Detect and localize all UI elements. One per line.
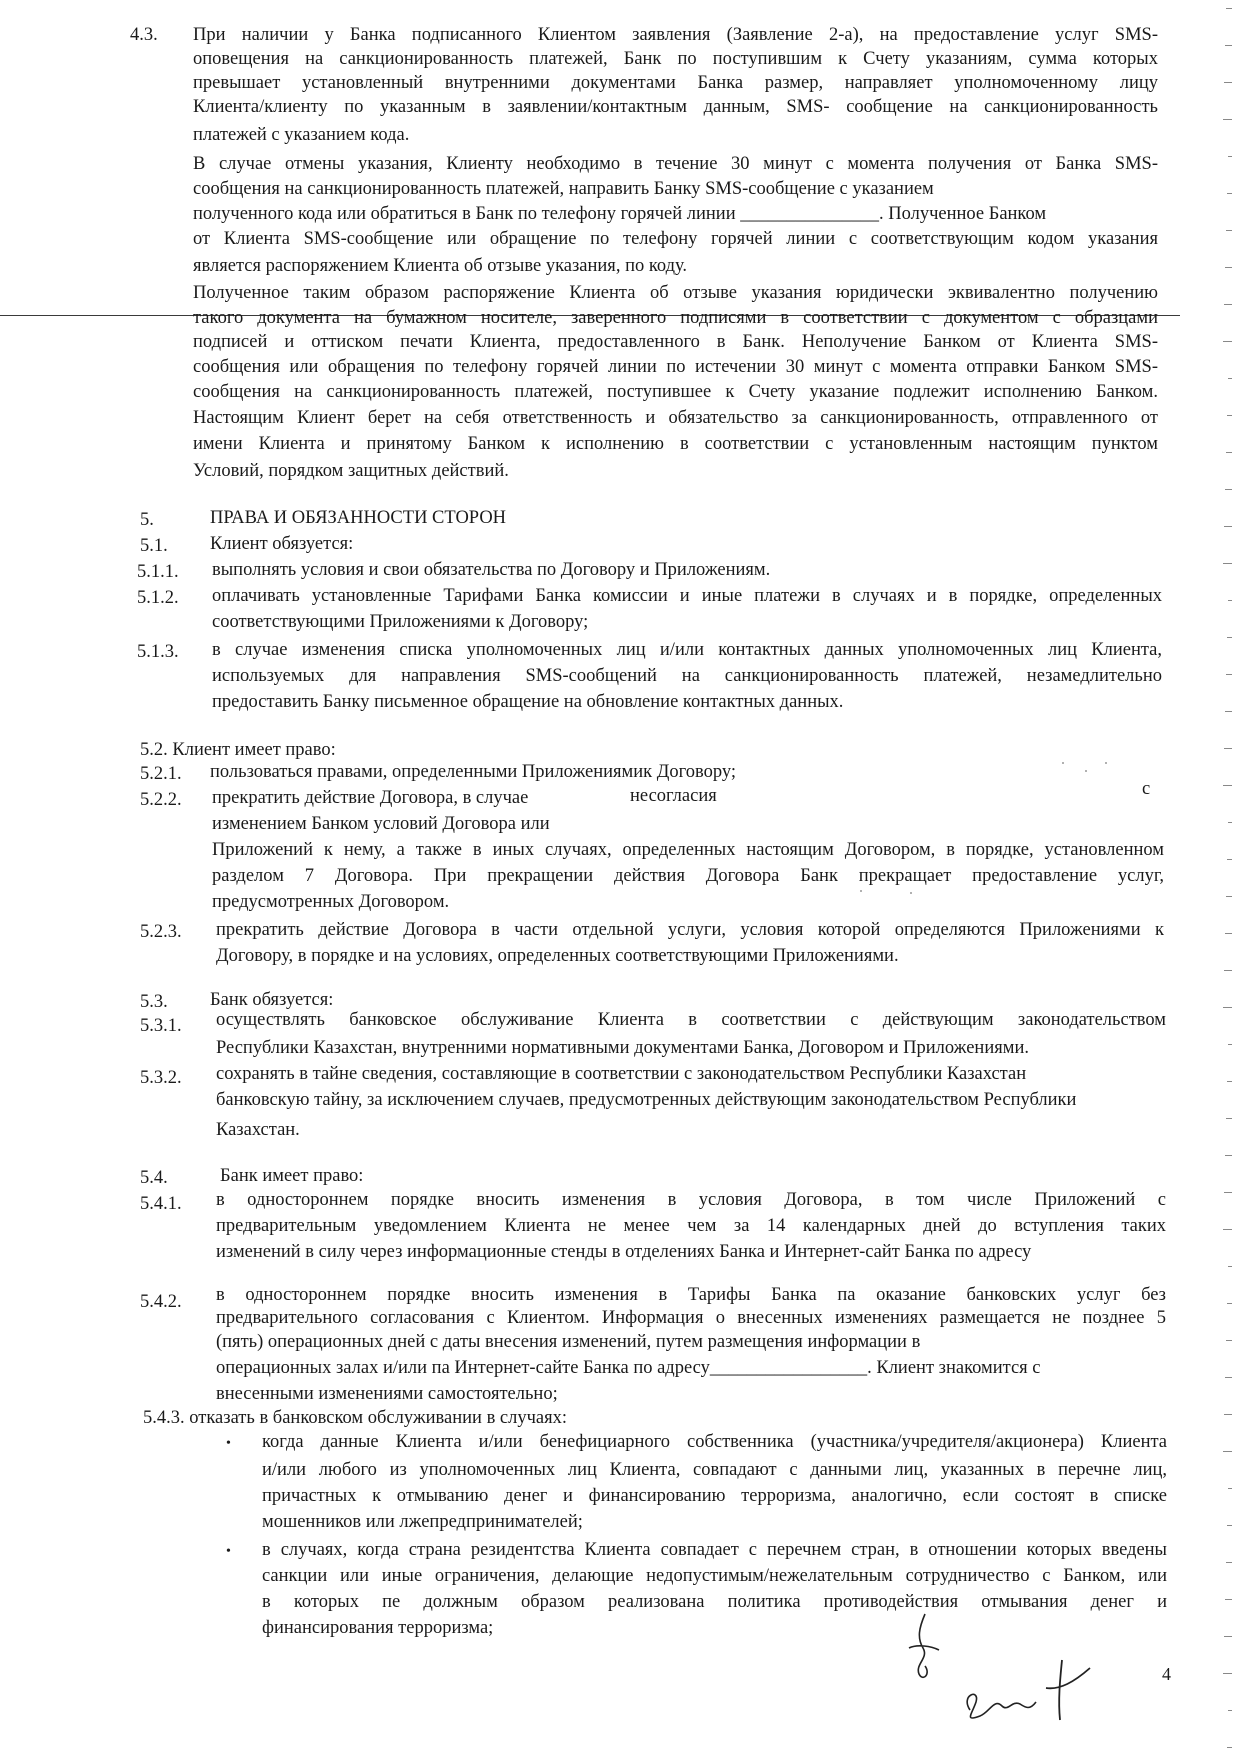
- scan-edge-tick: [1228, 822, 1232, 823]
- clause-number: 5.1.1.: [137, 562, 179, 582]
- clause-heading: Банк имеет право:: [220, 1166, 364, 1186]
- clause-line: превышает установленный внутренними документами Банка размер, направляет уполномоченному лицу: [193, 73, 1158, 93]
- clause-heading: Банк обязуется:: [210, 990, 334, 1010]
- clause-heading: 5.2. Клиент имеет право:: [140, 740, 336, 760]
- clause-line: соответствующими Приложениями к Договору;: [212, 612, 589, 632]
- clause-number: 5.4.2.: [140, 1292, 182, 1312]
- scan-edge-tick: [1223, 1673, 1232, 1674]
- scan-edge-tick: [1227, 1525, 1232, 1526]
- scan-edge-tick: [1224, 1414, 1232, 1415]
- scan-edge-tick: [1226, 452, 1232, 453]
- clause-line: Настоящим Клиент берет на себя ответственность и обязательство за санкционированность, отправленного от: [193, 408, 1158, 428]
- clause-number: 5.4.: [140, 1168, 168, 1188]
- clause-line: При наличии у Банка подписанного Клиентом заявления (Заявление 2-а), на предоставление услуг SMS-: [193, 25, 1158, 45]
- scan-edge-tick: [1225, 1599, 1232, 1600]
- scan-edge-tick: [1223, 1451, 1232, 1452]
- clause-heading: 5.4.3. отказать в банковском обслуживании в случаях:: [143, 1408, 568, 1428]
- scan-edge-tick: [1228, 156, 1232, 157]
- signature-initial-1: [895, 1608, 955, 1688]
- clause-line: операционных залах и/или па Интернет-сайте Банка по адресу_________________. Клиент знакомится с: [216, 1358, 1041, 1378]
- clause-line: разделом 7 Договора. При прекращении действия Договора Банк прекращает предоставление услуг,: [212, 866, 1164, 886]
- clause-line: Договору, в порядке и на условиях, определенных соответствующими Приложениями.: [216, 946, 899, 966]
- clause-line: изменением Банком условий Договора или: [212, 814, 550, 834]
- scan-edge-tick: [1226, 8, 1232, 9]
- clause-line: санкции или иные ограничения, делающие недопустимым/нежелательным сотрудничество с Банком, или: [262, 1566, 1167, 1586]
- clause-line: Казахстан.: [216, 1120, 300, 1140]
- clause-line: предварительного согласования с Клиентом. Информация о внесенных изменениях размещается не позднее 5: [216, 1308, 1166, 1328]
- scan-edge-tick: [1224, 748, 1232, 749]
- scan-edge-tick: [1226, 896, 1232, 897]
- scan-edge-tick: [1226, 230, 1232, 231]
- clause-line: прекратить действие Договора, в случае: [212, 788, 529, 808]
- clause-line: платежей с указанием кода.: [193, 125, 410, 145]
- clause-line: является распоряжением Клиента об отзыве указания, по коду.: [193, 256, 688, 276]
- clause-line: в случаях, когда страна резидентства Клиента совпадает с перечнем стран, в отношении которых введены: [262, 1540, 1167, 1560]
- clause-line: полученного кода или обратиться в Банк по телефону горячей линии _______________. Полученное Банком: [193, 204, 1047, 224]
- scan-edge-tick: [1224, 526, 1232, 527]
- scan-edge-tick: [1228, 378, 1232, 379]
- scan-edge-tick: [1223, 1007, 1232, 1008]
- clause-line: имени Клиента и принятому Банком к исполнению в соответствии с установленным настоящим пунктом: [193, 434, 1158, 454]
- clause-line: внесенными изменениями самостоятельно;: [216, 1384, 558, 1404]
- clause-line: с: [1142, 779, 1151, 799]
- clause-number: 5.4.1.: [140, 1194, 182, 1214]
- clause-line: предварительным уведомлением Клиента не менее чем за 14 календарных дней до вступления таких: [216, 1216, 1166, 1236]
- clause-line: от Клиента SMS-сообщение или обращение по телефону горячей линии с соответствующим кодом указания: [193, 229, 1158, 249]
- scan-edge-tick: [1224, 1636, 1232, 1637]
- scan-edge-tick: [1228, 1044, 1232, 1045]
- scan-edge-tick: [1227, 193, 1232, 194]
- clause-number: 5.2.3.: [140, 922, 182, 942]
- scan-edge-tick: [1227, 1303, 1232, 1304]
- clause-line: несогласия: [630, 786, 717, 806]
- clause-line: в одностороннем порядке вносить изменения в Тарифы Банка па оказание банковских услуг без: [216, 1285, 1166, 1305]
- clause-line: мошенников или лжепредпринимателей;: [262, 1512, 583, 1532]
- scan-edge-tick: [1228, 1266, 1232, 1267]
- clause-line: Условий, порядком защитных действий.: [193, 461, 509, 481]
- scan-edge-tick: [1226, 1562, 1232, 1563]
- clause-line: используемых для направления SMS-сообщений на санкционированность платежей, незамедлительно: [212, 666, 1162, 686]
- clause-line: такого документа на бумажном носителе, заверенного подписями в соответствии с документом с образцами: [193, 308, 1158, 328]
- clause-line: в случае изменения списка уполномоченных лиц и/или контактных данных уполномоченных лиц Клиента,: [212, 640, 1162, 660]
- scan-edge-tick: [1227, 1747, 1232, 1748]
- clause-line: сохранять в тайне сведения, составляющие в соответствии с законодательством Республики Казахстан: [216, 1064, 1027, 1084]
- clause-line: сообщения на санкционированность платежей, поступившее к Счету указание подлежит исполнению Банком.: [193, 382, 1158, 402]
- bullet: •: [226, 1436, 231, 1451]
- scan-edge-tick: [1223, 341, 1232, 342]
- scan-edge-tick: [1226, 674, 1232, 675]
- clause-number: 5.3.2.: [140, 1068, 182, 1088]
- clause-line: и/или любого из уполномоченных лиц Клиента, совпадают с данными лиц, указанных в перечне лиц,: [262, 1460, 1167, 1480]
- clause-number: 5.1.2.: [137, 588, 179, 608]
- scan-edge-tick: [1223, 119, 1232, 120]
- scan-edge-tick: [1225, 45, 1232, 46]
- scan-edge-tick: [1227, 1081, 1232, 1082]
- scan-edge-tick: [1228, 1710, 1232, 1711]
- scan-edge-tick: [1223, 1229, 1232, 1230]
- clause-line: финансирования терроризма;: [262, 1618, 494, 1638]
- clause-line: оповещения на санкционированность платежей, Банк по поступившим к Счету указаниям, сумма которых: [193, 49, 1158, 69]
- clause-number: 5.1.3.: [137, 642, 179, 662]
- clause-line: банковскую тайну, за исключением случаев, предусмотренных действующим законодательством Республики: [216, 1090, 1077, 1110]
- clause-line: сообщения или обращения по телефону горячей линии по истечении 30 минут с момента отправки Банком SMS-: [193, 357, 1158, 377]
- page-number: 4: [1162, 1664, 1171, 1684]
- signature-initial-2: [950, 1640, 1100, 1730]
- section-title: ПРАВА И ОБЯЗАННОСТИ СТОРОН: [210, 508, 507, 528]
- scan-edge-tick: [1225, 1377, 1232, 1378]
- clause-line: предоставить Банку письменное обращение на обновление контактных данных.: [212, 692, 844, 712]
- scan-edge-tick: [1228, 1488, 1232, 1489]
- clause-line: прекратить действие Договора в части отдельной услуги, условия которой определяются Приложениями к: [216, 920, 1164, 940]
- clause-number: 5.2.1.: [140, 764, 182, 784]
- clause-line: подписей и оттиском печати Клиента, предоставленного в Банк. Неполучение Банком от Клиента SMS-: [193, 332, 1158, 352]
- scan-edge-tick: [1226, 1340, 1232, 1341]
- clause-line: Клиента/клиенту по указанным в заявлении/контактным данным, SMS- сообщение на санкционированность: [193, 97, 1158, 117]
- scan-edge-tick: [1224, 970, 1232, 971]
- scan-edge-tick: [1227, 637, 1232, 638]
- scan-edge-tick: [1225, 267, 1232, 268]
- scan-edge-marks: [1218, 0, 1232, 1754]
- section-number: 5.: [140, 510, 154, 530]
- scan-edge-tick: [1224, 1192, 1232, 1193]
- scan-edge-tick: [1225, 711, 1232, 712]
- clause-line: Приложений к нему, а также в иных случаях, определенных настоящим Договором, в порядке, установленном: [212, 840, 1164, 860]
- scan-edge-tick: [1228, 600, 1232, 601]
- clause-line: Полученное таким образом распоряжение Клиента об отзыве указания юридически эквивалентно получению: [193, 283, 1158, 303]
- scan-edge-tick: [1224, 82, 1232, 83]
- clause-number: 5.2.2.: [140, 790, 182, 810]
- bullet: •: [226, 1544, 231, 1559]
- clause-number: 5.1.: [140, 536, 168, 556]
- clause-line: в которых пе должным образом реализована политика противодействия отмывания денег и: [262, 1592, 1167, 1612]
- scan-edge-tick: [1226, 1118, 1232, 1119]
- scan-edge-tick: [1223, 563, 1232, 564]
- clause-heading: Клиент обязуется:: [210, 534, 354, 554]
- clause-line: сообщения на санкционированность платежей, направить Банку SMS-сообщение с указанием: [193, 179, 934, 199]
- clause-line: причастных к отмыванию денег и финансированию терроризма, аналогично, если состоят в списке: [262, 1486, 1167, 1506]
- clause-number: 5.3.1.: [140, 1016, 182, 1036]
- scan-edge-tick: [1225, 1155, 1232, 1156]
- clause-number: 5.3.: [140, 992, 168, 1012]
- scan-edge-tick: [1223, 785, 1232, 786]
- scan-edge-tick: [1227, 859, 1232, 860]
- clause-line: предусмотренных Договором.: [212, 892, 450, 912]
- clause-line: выполнять условия и свои обязательства по Договору и Приложениям.: [212, 560, 771, 580]
- clause-line: оплачивать установленные Тарифами Банка комиссии и иные платежи в случаях и в порядке, определенных: [212, 586, 1162, 606]
- clause-line: (пять) операционных дней с даты внесения изменений, путем размещения информации в: [216, 1332, 921, 1352]
- clause-line: пользоваться правами, определенными Приложениямик Договору;: [210, 762, 737, 782]
- clause-line: в одностороннем порядке вносить изменения в условия Договора, в том числе Приложений с: [216, 1190, 1166, 1210]
- clause-line: когда данные Клиента и/или бенефициарного собственника (участника/учредителя/акционера) Клиента: [262, 1432, 1167, 1452]
- clause-line: Республики Казахстан, внутренними нормативными документами Банка, Договором и Приложениями.: [216, 1038, 1029, 1058]
- clause-line: изменений в силу через информационные стенды в отделениях Банка и Интернет-сайт Банка по адресу: [216, 1242, 1032, 1262]
- clause-line: В случае отмены указания, Клиенту необходимо в течение 30 минут с момента получения от Банка SMS-: [193, 154, 1158, 174]
- clause-number: 4.3.: [130, 25, 158, 45]
- scan-edge-tick: [1225, 489, 1232, 490]
- scan-edge-tick: [1227, 415, 1232, 416]
- scan-edge-tick: [1224, 304, 1232, 305]
- scan-edge-tick: [1225, 933, 1232, 934]
- clause-line: осуществлять банковское обслуживание Клиента в соответствии с действующим законодательством: [216, 1010, 1166, 1030]
